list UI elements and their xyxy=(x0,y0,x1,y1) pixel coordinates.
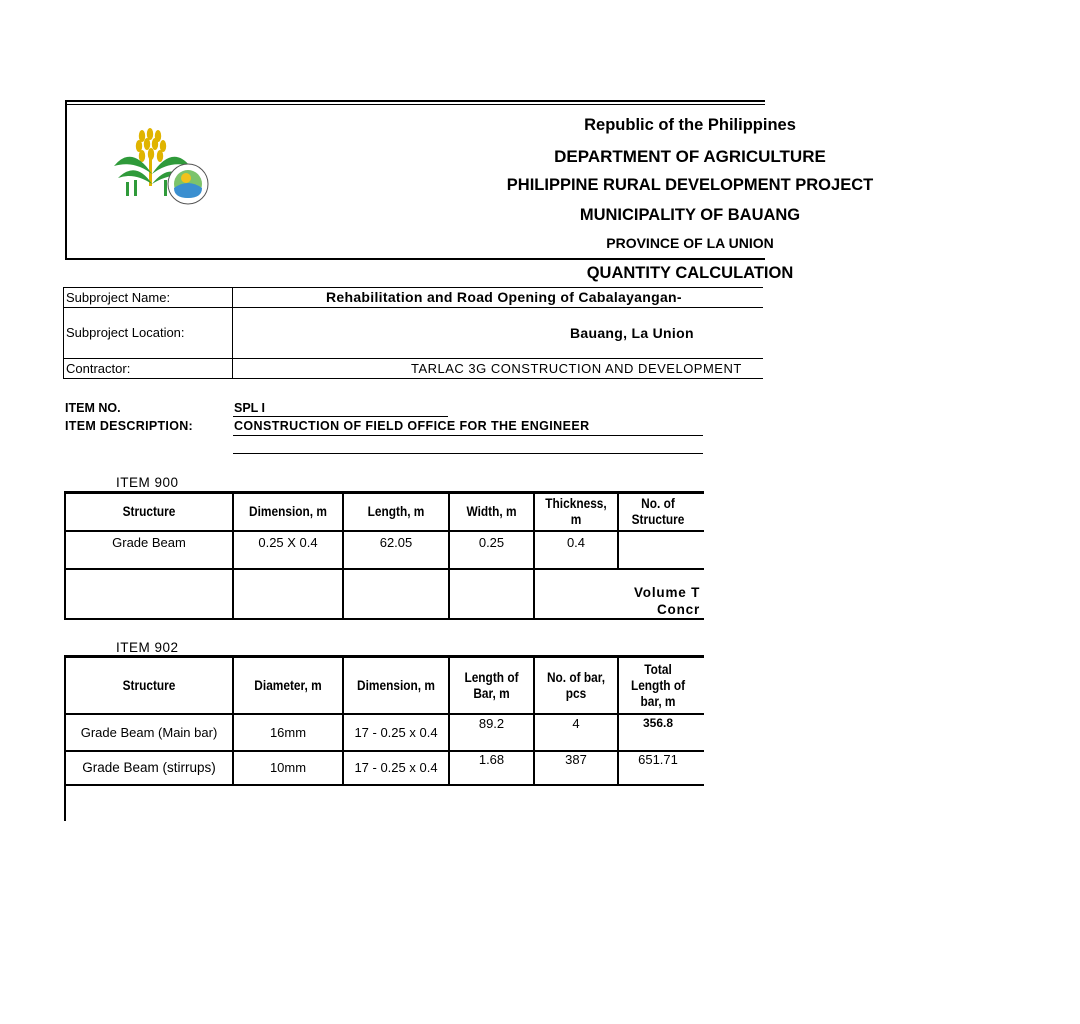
item-900-col-divider-5 xyxy=(617,491,619,570)
item-900-cell-dimension: 0.25 X 0.4 xyxy=(258,535,318,550)
item-900-border-bottom xyxy=(64,618,704,620)
item-900-cell-length: 62.05 xyxy=(379,535,413,550)
item-description-underline xyxy=(233,435,703,436)
header-border-top xyxy=(65,100,765,102)
item-900-header-structure: Structure xyxy=(122,504,176,519)
item-902-row-2-structure: Grade Beam (stirrups) xyxy=(82,760,216,775)
item-900-cell-thickness: 0.4 xyxy=(566,535,586,550)
item-902-header-total-length: Total Length of bar, m xyxy=(630,661,686,709)
item-902-row-1-dimension: 17 - 0.25 x 0.4 xyxy=(354,725,438,740)
item-902-row-1-no-of-bar: 4 xyxy=(572,716,580,731)
item-900-label: ITEM 900 xyxy=(116,475,179,490)
header-municipality: MUNICIPALITY OF BAUANG xyxy=(579,206,801,224)
item-900-header-length: Length, m xyxy=(367,504,425,519)
item-902-header-structure: Structure xyxy=(122,677,176,693)
item-902-row-1-diameter: 16mm xyxy=(269,725,307,740)
item-902-row-2-length-of-bar: 1.68 xyxy=(478,752,505,767)
header-project: PHILIPPINE RURAL DEVELOPMENT PROJECT xyxy=(506,176,874,194)
item-900-cell-width: 0.25 xyxy=(478,535,505,550)
item-902-row-2-total-length: 651.71 xyxy=(638,752,678,767)
item-902-row-2-diameter: 10mm xyxy=(269,760,307,775)
item-902-header-no-of-bar: No. of bar, pcs xyxy=(546,669,606,701)
item-902-row-1-length-of-bar: 89.2 xyxy=(478,716,505,731)
header-border-top-inner xyxy=(65,104,765,105)
info-divider-2 xyxy=(63,358,763,359)
item-900-col-divider-4 xyxy=(533,491,535,620)
header-republic: Republic of the Philippines xyxy=(584,116,796,134)
item-902-header-dimension: Dimension, m xyxy=(357,677,435,693)
item-900-header-dimension: Dimension, m xyxy=(249,504,327,519)
info-divider-1 xyxy=(63,307,763,308)
item-900-header-thickness: Thickness, m xyxy=(545,496,607,527)
header-department: DEPARTMENT OF AGRICULTURE xyxy=(554,147,826,166)
item-900-col-divider-2 xyxy=(342,491,344,620)
header-border-left xyxy=(65,100,67,260)
item-902-row-2-dimension: 17 - 0.25 x 0.4 xyxy=(354,760,438,775)
item-902-header-bottom xyxy=(64,713,704,715)
item-description-underline-2 xyxy=(233,453,703,454)
item-900-volume-label: Volume T xyxy=(634,585,701,600)
item-900-row-bottom xyxy=(64,568,704,570)
item-900-border-left xyxy=(64,491,66,620)
item-900-header-width: Width, m xyxy=(466,504,517,519)
item-900-cell-structure: Grade Beam xyxy=(112,535,186,550)
item-902-row-2-bottom xyxy=(64,784,704,786)
item-no-label: ITEM NO. xyxy=(65,401,121,415)
item-900-col-divider-1 xyxy=(232,491,234,620)
subproject-location-label: Subproject Location: xyxy=(66,325,185,340)
item-description-value: CONSTRUCTION OF FIELD OFFICE FOR THE ENGINEER xyxy=(234,419,590,433)
item-description-label: ITEM DESCRIPTION: xyxy=(65,419,194,433)
subproject-name-label: Subproject Name: xyxy=(66,290,171,305)
header-border-bottom xyxy=(65,258,765,260)
department-logo xyxy=(112,126,212,210)
item-no-value: SPL I xyxy=(234,401,266,415)
subproject-location-value: Bauang, La Union xyxy=(570,325,694,341)
contractor-label: Contractor: xyxy=(66,361,131,376)
document-title: QUANTITY CALCULATION xyxy=(586,264,794,282)
item-902-row-1-structure: Grade Beam (Main bar) xyxy=(80,725,218,740)
item-no-underline xyxy=(233,416,448,417)
item-900-header-no-of-structure: No. of Structure xyxy=(631,496,685,527)
subproject-name-value: Rehabilitation and Road Opening of Cabalayangan- xyxy=(326,289,682,305)
item-902-row-2-no-of-bar: 387 xyxy=(565,752,587,767)
contractor-value: TARLAC 3G CONSTRUCTION AND DEVELOPMENT xyxy=(411,361,742,376)
info-border-top xyxy=(63,287,763,288)
info-border-left xyxy=(63,287,64,379)
item-900-col-divider-3 xyxy=(448,491,450,620)
item-902-header-length-of-bar: Length of Bar, m xyxy=(464,669,519,701)
item-902-label: ITEM 902 xyxy=(116,640,179,655)
item-900-header-bottom xyxy=(64,530,704,532)
info-border-bottom xyxy=(63,378,763,379)
item-902-header-diameter: Diameter, m xyxy=(254,677,322,693)
item-900-concrete-label: Concr xyxy=(657,602,701,617)
item-902-row-1-total-length: 356.8 xyxy=(642,716,674,730)
header-province: PROVINCE OF LA UNION xyxy=(606,235,774,251)
info-divider-col xyxy=(232,287,233,379)
